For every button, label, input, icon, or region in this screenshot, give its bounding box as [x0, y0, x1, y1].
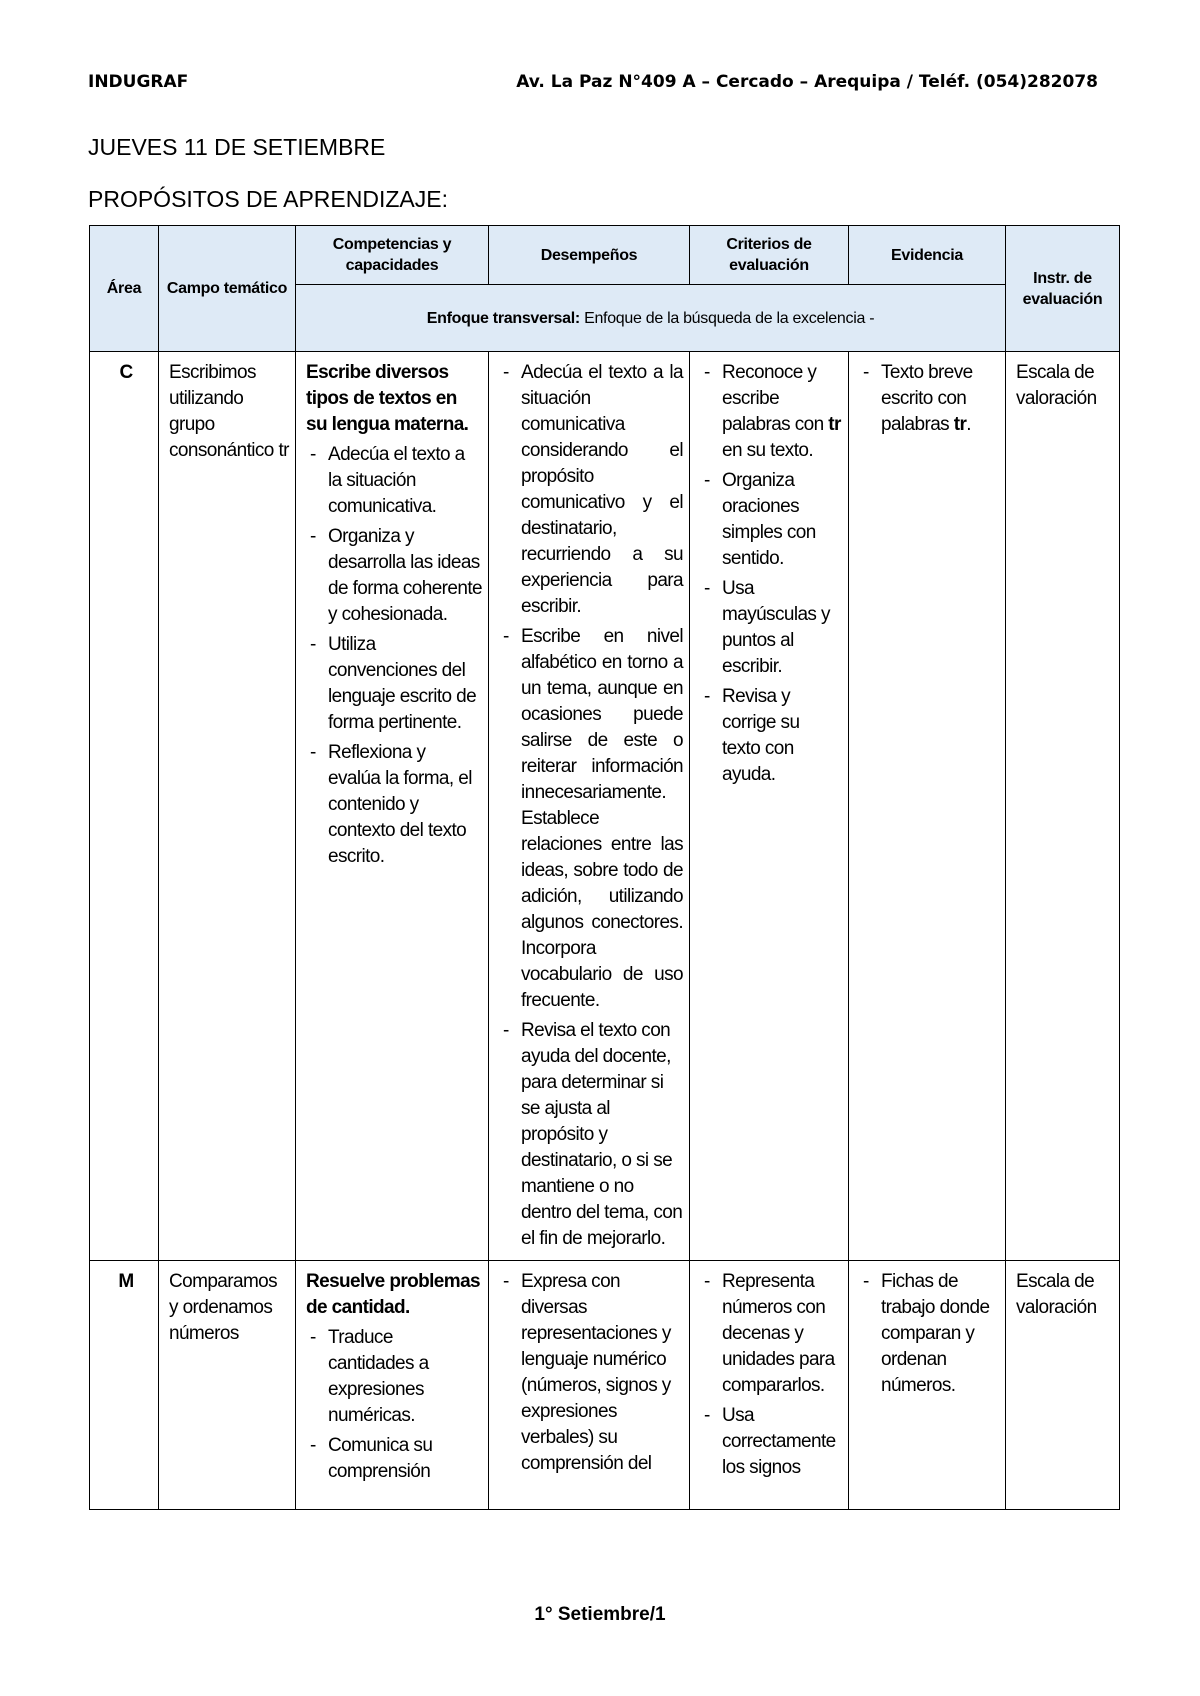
enfoque-label: Enfoque transversal:: [426, 309, 580, 327]
criterio-bold: tr: [828, 414, 841, 435]
desempenos-list: [499, 1269, 683, 1477]
criterios-cell: [690, 1261, 849, 1510]
desempenos-list: [499, 360, 683, 1252]
list-item: - Comunica su comprensión: [306, 1433, 482, 1485]
criterios-list: [700, 1269, 842, 1481]
desempenos-cell: [489, 352, 690, 1261]
evidencia-text: Texto breve escrito con palabras: [881, 362, 973, 435]
evidencia-list: [859, 360, 999, 438]
list-item: - Adecúa el texto a la situación comunicativa.: [306, 442, 482, 520]
enfoque-value: Enfoque de la búsqueda de la excelencia -: [584, 309, 875, 327]
list-item: - Organiza y desarrolla las ideas de forma coherente y cohesionada.: [306, 524, 482, 628]
capacidades-list: [306, 1325, 482, 1485]
list-item: [859, 360, 999, 438]
list-item: - Organiza oraciones simples con sentido.: [700, 468, 842, 572]
campo-cell: Comparamos y ordenamos números: [159, 1261, 296, 1510]
instrumento-cell: Escala de valoración: [1006, 1261, 1120, 1510]
header-instrumento: Instr. de evaluación: [1006, 226, 1120, 352]
list-item: - Representa números con decenas y unidades para compararlos.: [700, 1269, 842, 1399]
competencia-title: Resuelve problemas de cantidad.: [306, 1271, 481, 1318]
list-item: - Adecúa el texto a la situación comunicativa considerando el propósito comunicativo y el destinatario, recurriendo a su experiencia para escribir.: [499, 360, 683, 620]
table-row: [90, 1261, 1120, 1510]
header-desempenos: Desempeños: [489, 226, 690, 285]
evidencia-text: .: [966, 414, 971, 435]
list-item: - Utiliza convenciones del lenguaje escrito de forma pertinente.: [306, 632, 482, 736]
list-item: - Revisa el texto con ayuda del docente, para determinar si se ajusta al propósito y destinatario, o si se mantiene o no dentro del tema, con el fin de mejorarlo.: [499, 1018, 683, 1252]
list-item: - Usa mayúsculas y puntos al escribir.: [700, 576, 842, 680]
list-item: - Revisa y corrige su texto con ayuda.: [700, 684, 842, 788]
page-footer: 1° Setiembre/1: [534, 1604, 666, 1625]
enfoque-transversal: [296, 285, 1006, 352]
header-evidencia: Evidencia: [849, 226, 1006, 285]
header-competencias: Competencias y capacidades: [296, 226, 489, 285]
evidencia-cell: [849, 1261, 1006, 1510]
criterios-cell: [690, 352, 849, 1261]
company-address: Av. La Paz N°409 A – Cercado – Arequipa / Teléf. (054)282078: [516, 72, 1098, 92]
list-item: - Escribe en nivel alfabético en torno a un tema, aunque en ocasiones puede salirse de este o reiterar información innecesariamente. Establece relaciones entre las ideas, sobre todo de adición, utilizando algunos conectores. Incorpora vocabulario de uso frecuente.: [499, 624, 683, 1014]
area-cell: M: [90, 1261, 159, 1510]
criterio-text: en su texto.: [722, 440, 814, 461]
list-item: - Traduce cantidades a expresiones numéricas.: [306, 1325, 482, 1429]
learning-purposes-table: [89, 225, 1120, 1510]
desempenos-cell: [489, 1261, 690, 1510]
capacidades-list: [306, 442, 482, 870]
section-title: PROPÓSITOS DE APRENDIZAJE:: [88, 186, 448, 212]
campo-cell: Escribimos utilizando grupo consonántico tr: [159, 352, 296, 1261]
table-row: [90, 352, 1120, 1261]
instrumento-cell: Escala de valoración: [1006, 352, 1120, 1261]
competencia-title: Escribe diversos tipos de textos en su lengua materna.: [306, 362, 469, 435]
company-name: INDUGRAF: [88, 72, 189, 92]
evidencia-cell: [849, 352, 1006, 1261]
evidencia-list: [859, 1269, 999, 1399]
list-item: - Expresa con diversas representaciones y lenguaje numérico (números, signos y expresiones verbales) su comprensión del: [499, 1269, 683, 1477]
header-campo: Campo temático: [159, 226, 296, 352]
list-item: [700, 360, 842, 464]
date-title: JUEVES 11 DE SETIEMBRE: [88, 134, 386, 160]
header-area: Área: [90, 226, 159, 352]
criterios-list: [700, 360, 842, 788]
list-item: - Fichas de trabajo donde comparan y ordenan números.: [859, 1269, 999, 1399]
list-item: - Usa correctamente los signos: [700, 1403, 842, 1481]
evidencia-bold: tr: [953, 414, 967, 435]
criterio-text: Reconoce y escribe palabras con: [722, 362, 829, 435]
competencia-cell: [296, 352, 489, 1261]
header-criterios: Criterios de evaluación: [690, 226, 849, 285]
competencia-cell: [296, 1261, 489, 1510]
area-cell: C: [90, 352, 159, 1261]
list-item: - Reflexiona y evalúa la forma, el contenido y contexto del texto escrito.: [306, 740, 482, 870]
